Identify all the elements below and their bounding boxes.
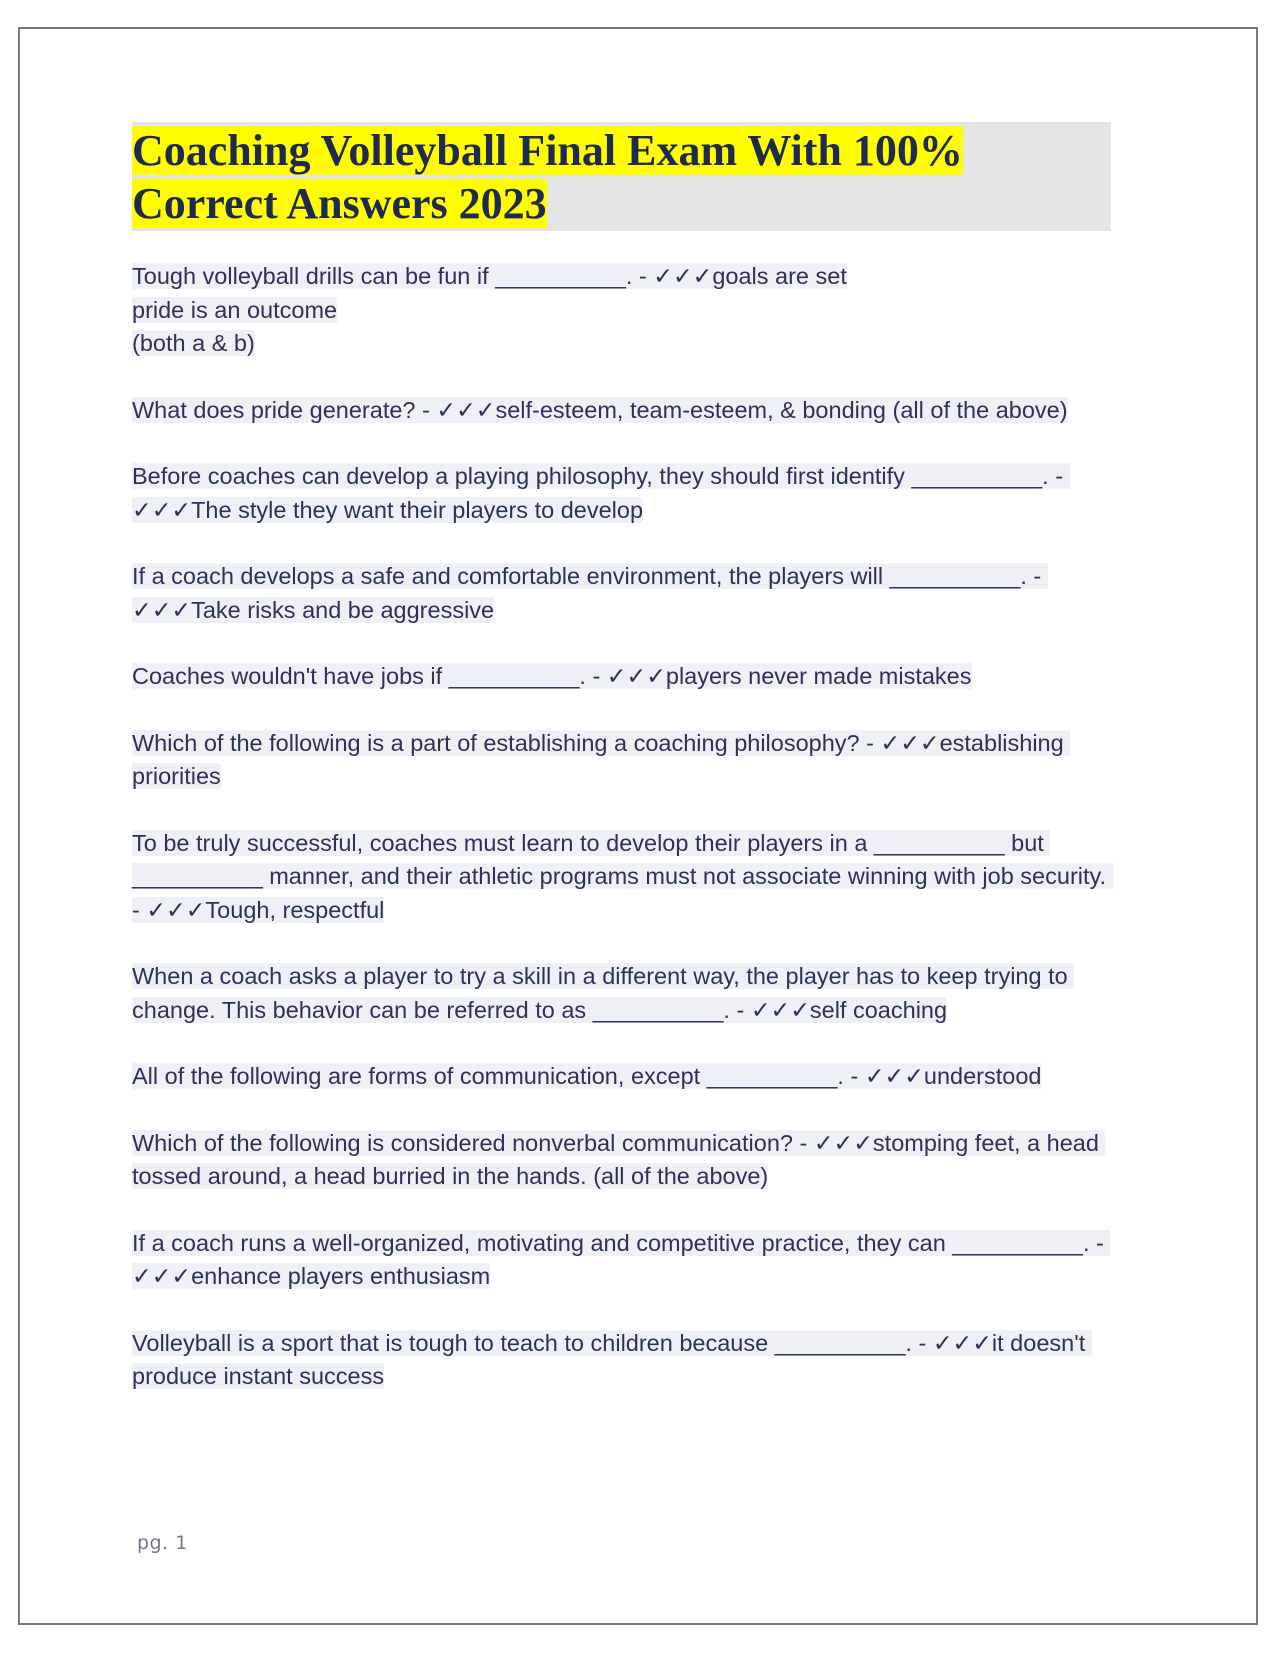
question-text: If a coach develops a safe and comfortable environment, the players will __________. - ✓✓✓Take risks and be aggressive [132, 563, 1048, 623]
question-text: Coaches wouldn't have jobs if __________. - ✓✓✓players never made mistakes [132, 663, 972, 689]
question-item [132, 460, 1117, 527]
question-text: What does pride generate? - ✓✓✓self-esteem, team-esteem, & bonding (all of the above) [132, 396, 1068, 423]
question-item [132, 960, 1117, 1027]
question-text: Volleyball is a sport that is tough to teach to children because __________. - ✓✓✓it doesn't produce instant success [132, 1329, 1092, 1389]
question-item [132, 1127, 1117, 1194]
question-text: All of the following are forms of communication, except __________. - ✓✓✓understood [132, 1063, 1042, 1089]
question-item [132, 1327, 1117, 1394]
question-item [132, 394, 1117, 428]
page-number: pg. 1 [137, 1532, 188, 1554]
page-title [132, 124, 1111, 230]
question-item [132, 1060, 1117, 1094]
question-item [132, 727, 1117, 794]
question-list [132, 260, 1117, 1427]
question-text: Before coaches can develop a playing philosophy, they should first identify __________. - ✓✓✓The style they want their players to develop [132, 463, 1070, 523]
question-text: Which of the following is a part of establishing a coaching philosophy? - ✓✓✓establishing priorities [132, 729, 1071, 789]
question-text: Which of the following is considered nonverbal communication? - ✓✓✓stomping feet, a head tossed around, a head burried in the hands. (all of the above) [132, 1129, 1106, 1189]
question-item [132, 1227, 1117, 1294]
question-item [132, 560, 1117, 627]
question-item [132, 260, 1117, 361]
title-line-2: Correct Answers 2023 [132, 179, 547, 228]
question-text: If a coach runs a well-organized, motivating and competitive practice, they can __________. - ✓✓✓enhance players enthusiasm [132, 1229, 1111, 1289]
question-item [132, 660, 1117, 694]
question-item [132, 827, 1117, 928]
title-line-1: Coaching Volleyball Final Exam With 100% [132, 126, 963, 175]
question-text: To be truly successful, coaches must learn to develop their players in a __________ but __________ manner, and their athletic programs must not associate winning with job security. - ✓✓✓Tough, respectful [132, 829, 1113, 923]
title-block [132, 122, 1111, 231]
question-text: When a coach asks a player to try a skill in a different way, the player has to keep trying to change. This behavior can be referred to as __________. - ✓✓✓self coaching [132, 963, 1075, 1023]
question-text: Tough volleyball drills can be fun if __________. - ✓✓✓goals are set pride is an outcome (both a & b) [132, 263, 847, 356]
